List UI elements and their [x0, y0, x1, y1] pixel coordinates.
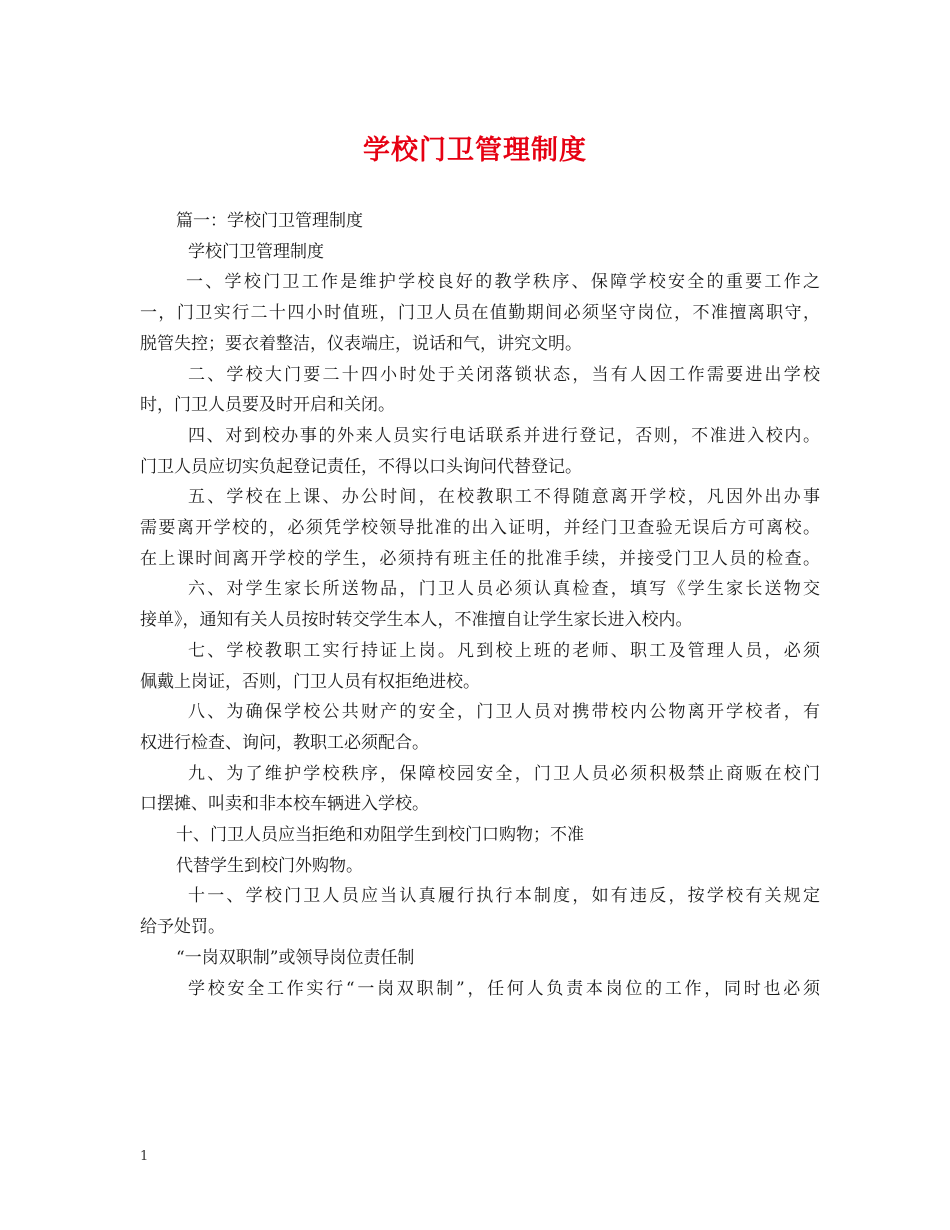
page-number: 1	[140, 1149, 149, 1164]
body-line: 四、对到校办事的外来人员实行电话联系并进行登记，否则，不准进入校内。	[188, 426, 820, 446]
body-line: 需要离开学校的，必须凭学校领导批准的出入证明，并经门卫查验无误后方可离校。	[140, 518, 820, 538]
body-line: 权进行检查、询问，教职工必须配合。	[140, 733, 429, 753]
body-line: 八、为确保学校公共财产的安全，门卫人员对携带校内公物离开学校者，有	[188, 702, 820, 722]
body-line: 口摆摊、叫卖和非本校车辆进入学校。	[140, 794, 429, 814]
body-line: 五、学校在上课、办公时间，在校教职工不得随意离开学校，凡因外出办事	[188, 487, 820, 507]
body-line: 学校安全工作实行“一岗双职制”，任何人负责本岗位的工作，同时也必须	[188, 979, 820, 999]
body-line: 七、学校教职工实行持证上岗。凡到校上班的老师、职工及管理人员，必须	[188, 641, 820, 661]
body-line: 学校门卫管理制度	[188, 242, 324, 262]
body-line: 篇一：学校门卫管理制度	[176, 211, 363, 231]
body-line: 接单》，通知有关人员按时转交学生本人，不准擅自让学生家长进入校内。	[140, 610, 693, 630]
body-line: 九、为了维护学校秩序，保障校园安全，门卫人员必须积极禁止商贩在校门	[188, 764, 820, 784]
document-title: 学校门卫管理制度	[363, 135, 587, 166]
body-line: 给予处罚。	[140, 917, 225, 937]
body-line: 门卫人员应切实负起登记责任，不得以口头询问代替登记。	[140, 457, 582, 477]
body-line: 佩戴上岗证，否则，门卫人员有权拒绝进校。	[140, 672, 480, 692]
body-line: 在上课时间离开学校的学生，必须持有班主任的批准手续，并接受门卫人员的检查。	[140, 549, 820, 569]
body-line: 六、对学生家长所送物品，门卫人员必须认真检查，填写《学生家长送物交	[188, 579, 820, 599]
body-line: 二、学校大门要二十四小时处于关闭落锁状态，当有人因工作需要进出学校	[188, 365, 820, 385]
body-line: 时，门卫人员要及时开启和关闭。	[140, 395, 395, 415]
body-line: 代替学生到校门外购物。	[176, 856, 363, 876]
body-line: 一、学校门卫工作是维护学校良好的教学秩序、保障学校安全的重要工作之	[186, 272, 820, 292]
body-line: 脱管失控；要衣着整洁，仪表端庄，说话和气，讲究文明。	[140, 334, 582, 354]
body-line: 一，门卫实行二十四小时值班，门卫人员在值勤期间必须坚守岗位，不准擅离职守，	[140, 303, 820, 323]
body-line: “一岗双职制”或领导岗位责任制	[176, 948, 415, 968]
body-line: 十一、学校门卫人员应当认真履行执行本制度，如有违反，按学校有关规定	[188, 886, 820, 906]
body-line: 十、门卫人员应当拒绝和劝阻学生到校门口购物；不准	[176, 825, 584, 845]
